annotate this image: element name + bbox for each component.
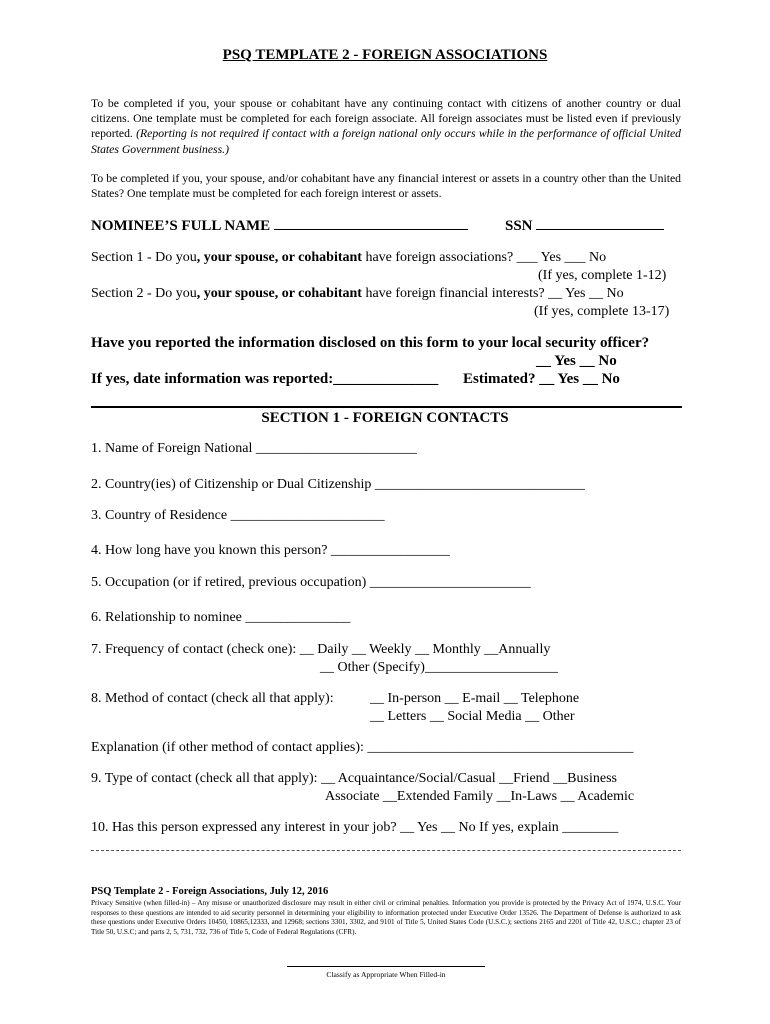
intro-paragraph-financial bbox=[91, 171, 681, 201]
section1-heading: SECTION 1 - FOREIGN CONTACTS bbox=[261, 410, 509, 426]
reported-estimated[interactable]: Estimated? __ Yes __ No bbox=[463, 371, 620, 387]
section1-note: (If yes, complete 1-12) bbox=[538, 268, 667, 283]
q3-country-of-residence[interactable]: 3. Country of Residence ______________________ bbox=[91, 508, 385, 523]
s1-prefix: Section 1 - Do you bbox=[91, 250, 197, 265]
q5-occupation[interactable]: 5. Occupation (or if retired, previous occupation) _______________________ bbox=[91, 575, 531, 590]
s2-prefix: Section 2 - Do you bbox=[91, 286, 197, 301]
reported-yes-no[interactable]: __ Yes __ No bbox=[536, 353, 617, 369]
q9-type-of-contact-cont[interactable]: Associate __Extended Family __In-Laws __ Academic bbox=[325, 789, 635, 804]
q8-method-options-2[interactable]: __ Letters __ Social Media __ Other bbox=[370, 709, 575, 724]
s2-bold: , your spouse, or cohabitant bbox=[196, 286, 362, 301]
reported-date-field[interactable]: If yes, date information was reported:______________ bbox=[91, 371, 439, 387]
q2-citizenship[interactable]: 2. Country(ies) of Citizenship or Dual Citizenship ______________________________ bbox=[91, 477, 585, 492]
q7-other[interactable]: __ Other (Specify)___________________ bbox=[320, 660, 558, 675]
q8-method-options-1[interactable]: __ In-person __ E-mail __ Telephone bbox=[370, 691, 580, 706]
section2-note: (If yes, complete 13-17) bbox=[534, 304, 670, 319]
s1-suffix[interactable]: have foreign associations? ___ Yes ___ No bbox=[365, 250, 607, 265]
ssn-blank[interactable] bbox=[536, 228, 664, 230]
intro-paragraph-associations bbox=[91, 96, 681, 157]
q6-relationship[interactable]: 6. Relationship to nominee _______________ bbox=[91, 610, 351, 625]
q8-method-label: 8. Method of contact (check all that apply): bbox=[91, 691, 334, 706]
nominee-name-label: NOMINEE’S FULL NAME bbox=[91, 218, 271, 234]
s2-suffix[interactable]: have foreign financial interests? __ Yes __ No bbox=[365, 286, 624, 301]
section1-question bbox=[91, 250, 606, 266]
q7-frequency[interactable]: 7. Frequency of contact (check one): __ Daily __ Weekly __ Monthly __Annually bbox=[91, 642, 551, 657]
intro-italic-note: (Reporting is not required if contact with a foreign national only occurs while in the performance of official United States Government business.) bbox=[91, 127, 681, 156]
form-title: PSQ TEMPLATE 2 - FOREIGN ASSOCIATIONS bbox=[222, 47, 548, 63]
q9-type-of-contact[interactable]: 9. Type of contact (check all that apply): __ Acquaintance/Social/Casual __Friend __Business bbox=[91, 771, 617, 786]
section2-question bbox=[91, 286, 624, 302]
classification-note: Classify as Appropriate When Filled-in bbox=[326, 970, 446, 979]
privacy-statement: Privacy Sensitive (when filled-in) – Any misuse or unauthorized disclosure may result in either civil or criminal penalties. Information you provide is protected by the Privacy Act of 1974, U.S.C. Your responses to these questions are intended to aid security personnel in determining your eligibility to information protected under Executive Order 13526. The Department of Defense is authorized to ask these questions under Executive Orders 10450, 10865,12333, and 12968; sections 3301, 3302, and 9101 of Title 5, United States Code (U.S.C.); sections 2165 and 2201 of Title 42, U.S.C.; chapter 23 of Title 50, U.S.C; and parts 2, 5, 731, 732, 736 of Title 5, Code of Federal Regulations (CFR). bbox=[91, 899, 681, 936]
nominee-name-blank[interactable] bbox=[274, 228, 468, 230]
s1-bold: , your spouse, or cohabitant bbox=[196, 250, 362, 265]
ssn-label: SSN bbox=[505, 218, 533, 234]
reported-question: Have you reported the information disclosed on this form to your local security officer? bbox=[91, 335, 650, 351]
q1-name-foreign-national[interactable]: 1. Name of Foreign National _______________________ bbox=[91, 441, 417, 456]
ssn-field[interactable] bbox=[505, 218, 664, 235]
intro-financial-text: To be completed if you, your spouse, and/or cohabitant have any financial interest or assets in a country other than the United States? One template must be completed for each foreign interest or assets. bbox=[91, 172, 681, 201]
footer-title: PSQ Template 2 - Foreign Associations, July 12, 2016 bbox=[91, 886, 329, 897]
intro-text: To be completed if you, your spouse or cohabitant have any continuing contact with citizens of another country or dual citizens. One template must be completed for each foreign associate. All foreign associates must be listed even if previously reported. bbox=[91, 97, 681, 141]
q4-how-long-known[interactable]: 4. How long have you known this person? _________________ bbox=[91, 543, 450, 558]
q10-interest-in-job[interactable]: 10. Has this person expressed any interest in your job? __ Yes __ No If yes, explain ________ bbox=[91, 820, 619, 835]
section-divider bbox=[91, 406, 682, 408]
nominee-name-field[interactable] bbox=[91, 218, 468, 235]
explanation-field[interactable]: Explanation (if other method of contact applies): ______________________________________ bbox=[91, 740, 634, 755]
explain-line[interactable] bbox=[91, 850, 681, 851]
signature-line bbox=[287, 966, 485, 967]
